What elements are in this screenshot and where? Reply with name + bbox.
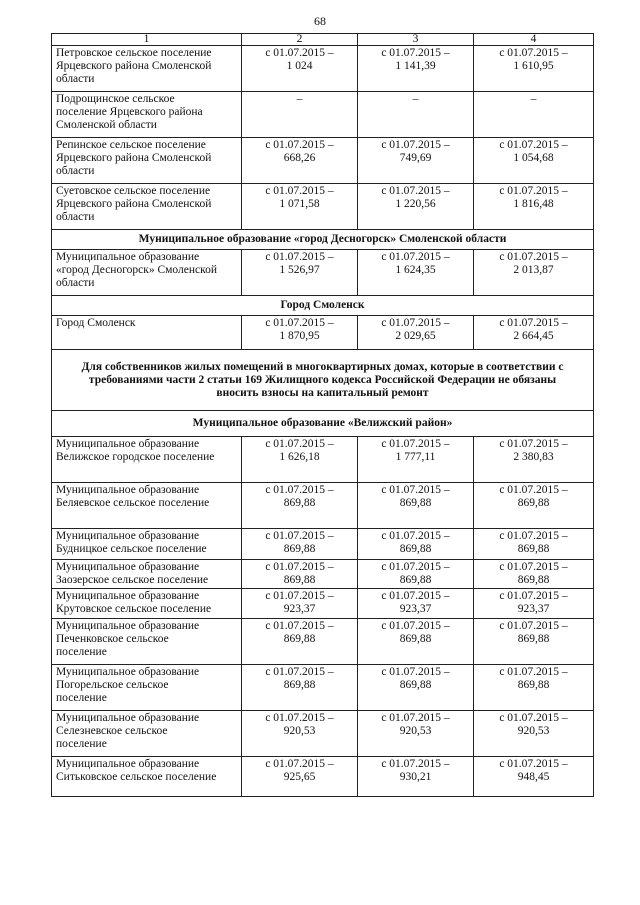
cell-line: с 01.07.2015 – bbox=[265, 530, 334, 542]
cell-line: Ярцевского района Смоленской bbox=[56, 152, 212, 164]
municipality-name-cell bbox=[52, 138, 242, 184]
cell-line: с 01.07.2015 – bbox=[499, 251, 568, 263]
cell-line: с 01.07.2015 – bbox=[265, 484, 334, 496]
cell-line: с 01.07.2015 – bbox=[499, 484, 568, 496]
tariff-value-cell-3 bbox=[358, 757, 474, 797]
tariff-value-cell-3 bbox=[358, 184, 474, 230]
cell-line: Суетовское сельское поселение bbox=[56, 185, 211, 197]
cell-line: 869,88 bbox=[399, 543, 432, 555]
cell-line: Крутовское сельское поселение bbox=[56, 603, 212, 615]
cell-line: 869,88 bbox=[399, 679, 432, 691]
cell-line: с 01.07.2015 – bbox=[265, 712, 334, 724]
table-row bbox=[52, 92, 594, 138]
cell-line: области bbox=[56, 73, 95, 85]
tariff-value-cell-4 bbox=[474, 665, 594, 711]
cell-line: 869,88 bbox=[517, 574, 550, 586]
tariff-value-cell-3 bbox=[358, 46, 474, 92]
cell-line: с 01.07.2015 – bbox=[499, 438, 568, 450]
cell-line: с 01.07.2015 – bbox=[381, 530, 450, 542]
tariff-value-cell-4 bbox=[474, 589, 594, 619]
cell-line: с 01.07.2015 – bbox=[499, 666, 568, 678]
table-row bbox=[52, 665, 594, 711]
tariff-value-cell-2 bbox=[242, 316, 358, 350]
section-title bbox=[52, 411, 594, 437]
cell-line: 1 526,97 bbox=[279, 264, 320, 276]
cell-line: 920,53 bbox=[283, 725, 316, 737]
tariff-value-cell-4 bbox=[474, 757, 594, 797]
tariff-value-cell-2 bbox=[242, 483, 358, 529]
tariff-value-cell-2 bbox=[242, 665, 358, 711]
tariff-value-cell-3 bbox=[358, 316, 474, 350]
cell-line: с 01.07.2015 – bbox=[381, 561, 450, 573]
municipality-name-cell bbox=[52, 316, 242, 350]
cell-line: с 01.07.2015 – bbox=[381, 590, 450, 602]
cell-line: с 01.07.2015 – bbox=[265, 620, 334, 632]
section-row bbox=[52, 296, 594, 316]
municipality-name-cell bbox=[52, 560, 242, 589]
cell-line: Муниципальное образование bbox=[56, 438, 200, 450]
cell-line: Велижское городское поселение bbox=[56, 451, 215, 463]
cell-line: с 01.07.2015 – bbox=[499, 139, 568, 151]
cell-line: 948,45 bbox=[517, 771, 550, 783]
cell-line: 920,53 bbox=[517, 725, 550, 737]
cell-line: с 01.07.2015 – bbox=[381, 666, 450, 678]
municipality-name-cell bbox=[52, 437, 242, 483]
tariff-value-cell-2 bbox=[242, 92, 358, 138]
cell-line: Муниципальное образование bbox=[56, 530, 200, 542]
cell-line: 749,69 bbox=[399, 152, 432, 164]
tariff-value-cell-2 bbox=[242, 560, 358, 589]
cell-line: с 01.07.2015 – bbox=[265, 251, 334, 263]
cell-line: поселение Ярцевского района bbox=[56, 106, 203, 118]
cell-line: требованиями части 2 статьи 169 Жилищного кодекса Российской Федерации не обязаны bbox=[88, 373, 557, 386]
cell-line: Ситьковское сельское поселение bbox=[56, 771, 217, 783]
section-title bbox=[52, 350, 594, 411]
tariff-value-cell-4 bbox=[474, 316, 594, 350]
section-row bbox=[52, 230, 594, 250]
cell-line: 1 024 bbox=[286, 60, 313, 72]
table-row bbox=[52, 184, 594, 230]
table-row bbox=[52, 138, 594, 184]
cell-line: 1 141,39 bbox=[395, 60, 436, 72]
cell-line: Муниципальное образование «город Десногорск» Смоленской области bbox=[138, 233, 507, 245]
cell-line: «город Десногорск» Смоленской bbox=[56, 264, 218, 276]
cell-line: Город Смоленск bbox=[280, 299, 365, 311]
cell-line: с 01.07.2015 – bbox=[265, 438, 334, 450]
cell-line: Селезневское сельское bbox=[56, 725, 168, 737]
section-title bbox=[52, 296, 594, 316]
municipality-name-cell bbox=[52, 250, 242, 296]
cell-line: с 01.07.2015 – bbox=[265, 47, 334, 59]
cell-line: с 01.07.2015 – bbox=[265, 561, 334, 573]
tariff-value-cell-2 bbox=[242, 138, 358, 184]
cell-line: 869,88 bbox=[283, 543, 316, 555]
municipality-name-cell bbox=[52, 46, 242, 92]
tariff-value-cell-2 bbox=[242, 184, 358, 230]
cell-line: Муниципальное образование bbox=[56, 620, 200, 632]
cell-line: поселение bbox=[56, 692, 107, 704]
table-row bbox=[52, 589, 594, 619]
cell-line: поселение bbox=[56, 738, 107, 750]
cell-line: с 01.07.2015 – bbox=[265, 139, 334, 151]
cell-line: Муниципальное образование bbox=[56, 251, 200, 263]
cell-line: с 01.07.2015 – bbox=[381, 47, 450, 59]
cell-line: Петровское сельское поселение bbox=[56, 47, 212, 59]
cell-line: Муниципальное образование bbox=[56, 758, 200, 770]
cell-line: 1 220,56 bbox=[395, 198, 436, 210]
cell-line: 869,88 bbox=[399, 497, 432, 509]
table-row bbox=[52, 437, 594, 483]
cell-line: 2 013,87 bbox=[513, 264, 554, 276]
cell-line: 1 610,95 bbox=[513, 60, 554, 72]
tariff-value-cell-3 bbox=[358, 437, 474, 483]
tariff-value-cell-4 bbox=[474, 560, 594, 589]
tariff-value-cell-2 bbox=[242, 711, 358, 757]
cell-line: 1 624,35 bbox=[395, 264, 436, 276]
cell-line: Погорельское сельское bbox=[56, 679, 169, 691]
tariff-value-cell-4 bbox=[474, 437, 594, 483]
cell-line: 869,88 bbox=[399, 633, 432, 645]
cell-line: 1 071,58 bbox=[279, 198, 320, 210]
cell-line: 1 777,11 bbox=[395, 451, 436, 463]
cell-line: вносить взносы на капитальный ремонт bbox=[216, 386, 429, 399]
tariff-value-cell-3 bbox=[358, 560, 474, 589]
cell-line: 2 664,45 bbox=[513, 330, 554, 342]
cell-line: с 01.07.2015 – bbox=[265, 317, 334, 329]
cell-line: Репинское сельское поселение bbox=[56, 139, 206, 151]
cell-line: с 01.07.2015 – bbox=[499, 185, 568, 197]
tariff-value-cell-4 bbox=[474, 619, 594, 665]
municipality-name-cell bbox=[52, 483, 242, 529]
tariff-value-cell-3 bbox=[358, 138, 474, 184]
tariff-value-cell-2 bbox=[242, 437, 358, 483]
cell-line: с 01.07.2015 – bbox=[381, 620, 450, 632]
cell-line: с 01.07.2015 – bbox=[381, 758, 450, 770]
cell-line: 869,88 bbox=[517, 633, 550, 645]
tariff-value-cell-3 bbox=[358, 529, 474, 560]
tariff-value-cell-2 bbox=[242, 589, 358, 619]
cell-line: 923,37 bbox=[283, 603, 316, 615]
cell-line: с 01.07.2015 – bbox=[381, 484, 450, 496]
tariff-value-cell-3 bbox=[358, 250, 474, 296]
municipality-name-cell bbox=[52, 619, 242, 665]
tariff-value-cell-2 bbox=[242, 619, 358, 665]
cell-line: с 01.07.2015 – bbox=[381, 712, 450, 724]
tariff-value-cell-4 bbox=[474, 529, 594, 560]
table-row bbox=[52, 560, 594, 589]
section-title bbox=[52, 230, 594, 250]
cell-line: с 01.07.2015 – bbox=[265, 666, 334, 678]
tariff-value-cell-4 bbox=[474, 92, 594, 138]
cell-line: области bbox=[56, 211, 95, 223]
cell-line: Муниципальное образование bbox=[56, 712, 200, 724]
cell-line: поселение bbox=[56, 646, 107, 658]
cell-line: Ярцевского района Смоленской bbox=[56, 60, 212, 72]
cell-line: с 01.07.2015 – bbox=[381, 251, 450, 263]
municipality-name-cell bbox=[52, 589, 242, 619]
cell-line: 869,88 bbox=[517, 497, 550, 509]
cell-line: 923,37 bbox=[399, 603, 432, 615]
cell-line: Муниципальное образование bbox=[56, 561, 200, 573]
cell-line: с 01.07.2015 – bbox=[265, 185, 334, 197]
cell-line: с 01.07.2015 – bbox=[499, 620, 568, 632]
cell-line: Муниципальное образование «Велижский район» bbox=[192, 417, 453, 429]
column-header-1: 1 bbox=[52, 34, 242, 46]
cell-line: 2 029,65 bbox=[395, 330, 436, 342]
cell-line: с 01.07.2015 – bbox=[499, 712, 568, 724]
tariff-value-cell-2 bbox=[242, 757, 358, 797]
cell-line: области bbox=[56, 165, 95, 177]
cell-line: Город Смоленск bbox=[56, 317, 136, 329]
cell-line: с 01.07.2015 – bbox=[265, 758, 334, 770]
section-row bbox=[52, 350, 594, 411]
tariff-value-cell-3 bbox=[358, 92, 474, 138]
cell-line: 925,65 bbox=[283, 771, 316, 783]
cell-line: 869,88 bbox=[399, 574, 432, 586]
cell-line: 1 870,95 bbox=[279, 330, 320, 342]
tariff-value-cell-4 bbox=[474, 138, 594, 184]
cell-line: 869,88 bbox=[283, 633, 316, 645]
cell-line: – bbox=[296, 93, 303, 105]
table-row bbox=[52, 316, 594, 350]
municipality-name-cell bbox=[52, 711, 242, 757]
column-header-3: 3 bbox=[358, 34, 474, 46]
cell-line: Муниципальное образование bbox=[56, 590, 200, 602]
cell-line: с 01.07.2015 – bbox=[499, 758, 568, 770]
tariff-value-cell-4 bbox=[474, 184, 594, 230]
cell-line: области bbox=[56, 277, 95, 289]
municipality-name-cell bbox=[52, 757, 242, 797]
cell-line: 1 816,48 bbox=[513, 198, 554, 210]
municipality-name-cell bbox=[52, 665, 242, 711]
cell-line: 869,88 bbox=[283, 497, 316, 509]
tariff-value-cell-4 bbox=[474, 250, 594, 296]
table-row bbox=[52, 711, 594, 757]
table-row bbox=[52, 250, 594, 296]
cell-line: 869,88 bbox=[283, 574, 316, 586]
cell-line: Подрощинское сельское bbox=[56, 93, 175, 105]
tariff-value-cell-2 bbox=[242, 46, 358, 92]
cell-line: – bbox=[530, 93, 537, 105]
tariff-value-cell-3 bbox=[358, 619, 474, 665]
cell-line: – bbox=[412, 93, 419, 105]
cell-line: 930,21 bbox=[399, 771, 432, 783]
cell-line: 869,88 bbox=[283, 679, 316, 691]
cell-line: с 01.07.2015 – bbox=[499, 47, 568, 59]
cell-line: Печенковское сельское bbox=[56, 633, 169, 645]
cell-line: 869,88 bbox=[517, 679, 550, 691]
page-number: 68 bbox=[314, 14, 326, 28]
table-row bbox=[52, 483, 594, 529]
cell-line: 923,37 bbox=[517, 603, 550, 615]
cell-line: Ярцевского района Смоленской bbox=[56, 198, 212, 210]
table-row bbox=[52, 46, 594, 92]
cell-line: с 01.07.2015 – bbox=[381, 438, 450, 450]
cell-line: с 01.07.2015 – bbox=[499, 317, 568, 329]
cell-line: с 01.07.2015 – bbox=[499, 590, 568, 602]
municipality-name-cell bbox=[52, 529, 242, 560]
cell-line: с 01.07.2015 – bbox=[265, 590, 334, 602]
cell-line: Беляевское сельское поселение bbox=[56, 497, 210, 509]
column-header-4: 4 bbox=[474, 34, 594, 46]
table-row bbox=[52, 757, 594, 797]
column-header-row bbox=[52, 34, 594, 46]
cell-line: Будницкое сельское поселение bbox=[56, 543, 207, 555]
cell-line: 920,53 bbox=[399, 725, 432, 737]
cell-line: Муниципальное образование bbox=[56, 484, 200, 496]
municipality-name-cell bbox=[52, 92, 242, 138]
tariff-value-cell-4 bbox=[474, 46, 594, 92]
table-row bbox=[52, 619, 594, 665]
tariff-value-cell-3 bbox=[358, 589, 474, 619]
cell-line: Для собственников жилых помещений в многоквартирных домах, которые в соответствии с bbox=[81, 360, 564, 373]
column-header-2: 2 bbox=[242, 34, 358, 46]
tariff-value-cell-4 bbox=[474, 711, 594, 757]
table-row bbox=[52, 529, 594, 560]
cell-line: 869,88 bbox=[517, 543, 550, 555]
cell-line: 1 054,68 bbox=[513, 152, 554, 164]
tariff-value-cell-3 bbox=[358, 483, 474, 529]
cell-line: 668,26 bbox=[283, 152, 316, 164]
cell-line: с 01.07.2015 – bbox=[499, 561, 568, 573]
cell-line: с 01.07.2015 – bbox=[499, 530, 568, 542]
tariff-value-cell-2 bbox=[242, 529, 358, 560]
cell-line: с 01.07.2015 – bbox=[381, 317, 450, 329]
cell-line: 1 626,18 bbox=[279, 451, 320, 463]
cell-line: Муниципальное образование bbox=[56, 666, 200, 678]
cell-line: с 01.07.2015 – bbox=[381, 185, 450, 197]
cell-line: с 01.07.2015 – bbox=[381, 139, 450, 151]
cell-line: 2 380,83 bbox=[513, 451, 554, 463]
cell-line: Смоленской области bbox=[56, 119, 157, 131]
cell-line: Заозерское сельское поселение bbox=[56, 574, 209, 586]
tariff-value-cell-4 bbox=[474, 483, 594, 529]
municipality-name-cell bbox=[52, 184, 242, 230]
section-row bbox=[52, 411, 594, 437]
tariff-value-cell-2 bbox=[242, 250, 358, 296]
tariff-value-cell-3 bbox=[358, 665, 474, 711]
tariff-table bbox=[51, 33, 594, 797]
tariff-value-cell-3 bbox=[358, 711, 474, 757]
